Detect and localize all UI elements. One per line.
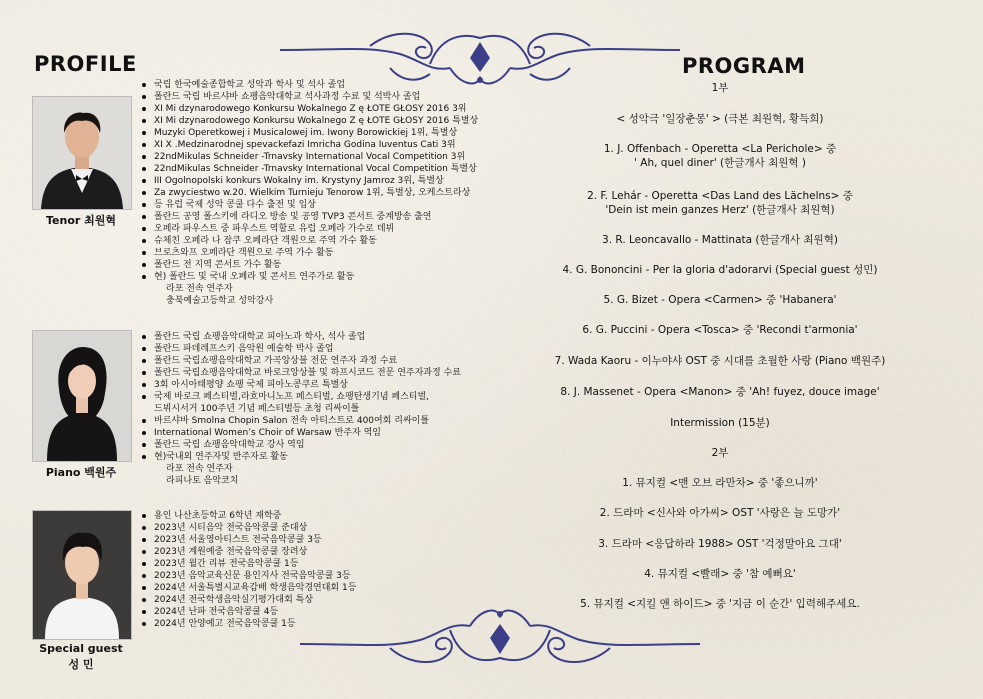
list-item: 오페라 파우스트 중 파우스트 역할로 유럽 오페라 가수로 데뷔 xyxy=(140,223,478,235)
special-guest-photo xyxy=(32,510,132,640)
list-item: 슈체친 오페라 나 잠쿠 오페라단 객원으로 주역 가수 활동 xyxy=(140,235,478,247)
list-item: 2023년 음악교육신문 용인지사 전국음악콩쿨 3등 xyxy=(140,570,356,582)
list-item: 2023년 월간 리뷰 전국음악콩쿨 1등 xyxy=(140,558,356,570)
tenor-bio-list xyxy=(140,79,478,307)
list-item: 폴란드 국립 바르샤바 쇼팽음악대학교 석사과정 수료 및 석박사 졸업 xyxy=(140,91,478,103)
special-guest-name: 성 민 xyxy=(68,658,94,671)
program-part1-label: 1부 xyxy=(711,82,729,94)
program-item: 5. 뮤지컬 <지킬 앤 하이드> 중 '지금 이 순간' 입력해주세요. xyxy=(580,598,860,610)
list-item: 라포 전속 연주자 xyxy=(166,284,233,294)
list-item: 폴란드 전 지역 콘서트 가수 활동 xyxy=(140,259,478,271)
list-item: 2023년 서울영아티스트 전국음악콩쿨 3등 xyxy=(140,534,356,546)
list-item: 국제 바로크 페스티벌,라흐마니노프 페스티벌, 쇼팽탄생기념 페스티벌, xyxy=(140,391,461,403)
list-item: 폴란드 국립 쇼팽음악대학교 강사 역임 xyxy=(140,439,461,451)
list-item: 2024년 안양예고 전국음악콩쿨 1등 xyxy=(140,618,356,630)
list-item: 3회 아시아태평양 쇼팽 국제 피아노콩쿠르 특별상 xyxy=(140,379,461,391)
list-item: 폴란드 국립쇼팽음악대학교 가곡앙상블 전문 연주자 과정 수료 xyxy=(140,355,461,367)
list-item: 2024년 서울특별시교육감배 학생음악경연대회 1등 xyxy=(140,582,356,594)
program-item: 7. Wada Kaoru - 이누야샤 OST 중 시대를 초월한 사랑 (Piano 백원주) xyxy=(554,355,886,367)
program-item: 2. F. Lehár - Operetta <Das Land des Lächelns> 중 xyxy=(587,190,853,202)
list-item: XI Mi dzynarodowego Konkursu Wokalnego Z ę ŁOTE GŁOSY 2016 3위 xyxy=(140,103,478,115)
bottom-ornament-icon xyxy=(300,604,700,674)
list-item: 2023년 시티음악 전국음악콩쿨 준대상 xyxy=(140,522,356,534)
tenor-caption: Tenor 최원혁 xyxy=(45,214,117,227)
list-item: 드뷔시서거 100주년 기념 페스티벌등 초청 리싸이틀 xyxy=(154,404,360,414)
piano-photo xyxy=(32,330,132,462)
tenor-photo xyxy=(32,96,132,210)
program-item: 2. 드라마 <신사와 아가씨> OST '사랑은 늘 도망가' xyxy=(599,507,841,519)
intermission-label: Intermission (15분) xyxy=(670,417,770,429)
program-item: 4. G. Bononcini - Per la gloria d'adorarvi (Special guest 성민) xyxy=(562,264,878,276)
piano-caption: Piano 백원주 xyxy=(45,466,117,479)
list-item: International Women’s Choir of Warsaw 반주자 역임 xyxy=(140,427,461,439)
program-heading: PROGRAM xyxy=(682,54,806,78)
list-item: 현)국내외 연주자및 반주자로 활동 xyxy=(140,451,461,463)
list-item: 폴란드 국립 쇼팽음악대학교 피아노과 학사, 석사 졸업 xyxy=(140,331,461,343)
special-guest-caption: Special guest xyxy=(39,642,123,655)
list-item: 2024년 난파 전국음악콩쿨 4등 xyxy=(140,606,356,618)
program-item: 5. G. Bizet - Opera <Carmen> 중 'Habanera' xyxy=(603,294,837,306)
program-part2-label: 2부 xyxy=(711,447,729,459)
list-item: 폴란드 국립쇼팽음악대학교 바로크앙상블 및 하프시코드 전문 연주자과정 수료 xyxy=(140,367,461,379)
list-item: 라포 전속 연주자 xyxy=(166,464,233,474)
list-item: 국립 한국예술종합학교 성악과 학사 및 석사 졸업 xyxy=(140,79,478,91)
program-item: 3. R. Leoncavallo - Mattinata (한글개사 최원혁) xyxy=(602,234,838,246)
list-item: 폴란드 공영 폴스키에 라디오 방송 및 공영 TVP3 콘서트 중계방송 출연 xyxy=(140,211,478,223)
special-guest-bio-list xyxy=(140,510,356,630)
program-item: 3. 드라마 <응답하라 1988> OST '걱정말아요 그대' xyxy=(598,538,842,550)
list-item: 라피나토 음악코치 xyxy=(166,476,239,486)
program-item: 'Dein ist mein ganzes Herz' (한글개사 최원혁) xyxy=(605,204,835,216)
list-item: 22ndMikulas Schneider -Trnavsky International Vocal Competition 3위 xyxy=(140,151,478,163)
list-item: 브로츠와프 오페라단 객원으로 주역 가수 활동 xyxy=(140,247,478,259)
program-item: 6. G. Puccini - Opera <Tosca> 중 'Recondi t'armonia' xyxy=(582,324,858,336)
list-item: 2023년 계원예중 전국음악콩쿨 장려상 xyxy=(140,546,356,558)
list-item: 충북예술고등학교 성악강사 xyxy=(166,296,274,306)
program-item: ' Ah, quel diner' (한글개사 최원혁 ) xyxy=(634,157,806,169)
list-item: 용인 나산초등학교 6학년 재학중 xyxy=(140,510,356,522)
list-item: XI Mi dzynarodowego Konkursu Wokalnego Z ę ŁOTE GŁOSY 2016 특별상 xyxy=(140,115,478,127)
program-item: 1. 뮤지컬 <맨 오브 라만차> 중 '좋으니까' xyxy=(622,477,818,489)
piano-bio-list xyxy=(140,331,461,487)
program-item: < 성악극 '일장춘몽' > (극본 최원혁, 황득희) xyxy=(616,113,824,125)
list-item: Za zwyciestwo w.20. Wielkim Turnieju Tenorow 1위, 특별상, 오케스트라상 xyxy=(140,187,478,199)
list-item: 2024년 전국학생음악실기평가대회 특상 xyxy=(140,594,356,606)
list-item: 22ndMikulas Schneider -Trnavsky International Vocal Competition 특별상 xyxy=(140,163,478,175)
list-item: 현) 폴란드 및 국내 오페라 및 콘서트 연주가로 활동 xyxy=(140,271,478,283)
list-item: 등 유럽 국제 성악 콩쿨 다수 출전 및 입상 xyxy=(140,199,478,211)
list-item: III Ogolnopolski konkurs Wokalny im. Krystyny Jamroz 3위, 특별상 xyxy=(140,175,478,187)
program-item: 4. 뮤지컬 <빨래> 중 '참 예뻐요' xyxy=(644,568,796,580)
list-item: Muzyki Operetkowej i Musicalowej im. Iwony Borowickiej 1위, 특별상 xyxy=(140,127,478,139)
program-item: 1. J. Offenbach - Operetta <La Perichole> 중 xyxy=(603,143,837,155)
list-item: 바르샤바 Smolna Chopin Salon 전속 아티스트로 400여회 리싸이틀 xyxy=(140,415,461,427)
list-item: XI X .Medzinarodnej spevackefazi Imricha Godina Iuventus Cati 3위 xyxy=(140,139,478,151)
program-item: 8. J. Massenet - Opera <Manon> 중 'Ah! fuyez, douce image' xyxy=(560,386,880,398)
list-item: 폴란드 파데레프스키 음악원 예술학 박사 졸업 xyxy=(140,343,461,355)
profile-heading: PROFILE xyxy=(34,52,137,76)
